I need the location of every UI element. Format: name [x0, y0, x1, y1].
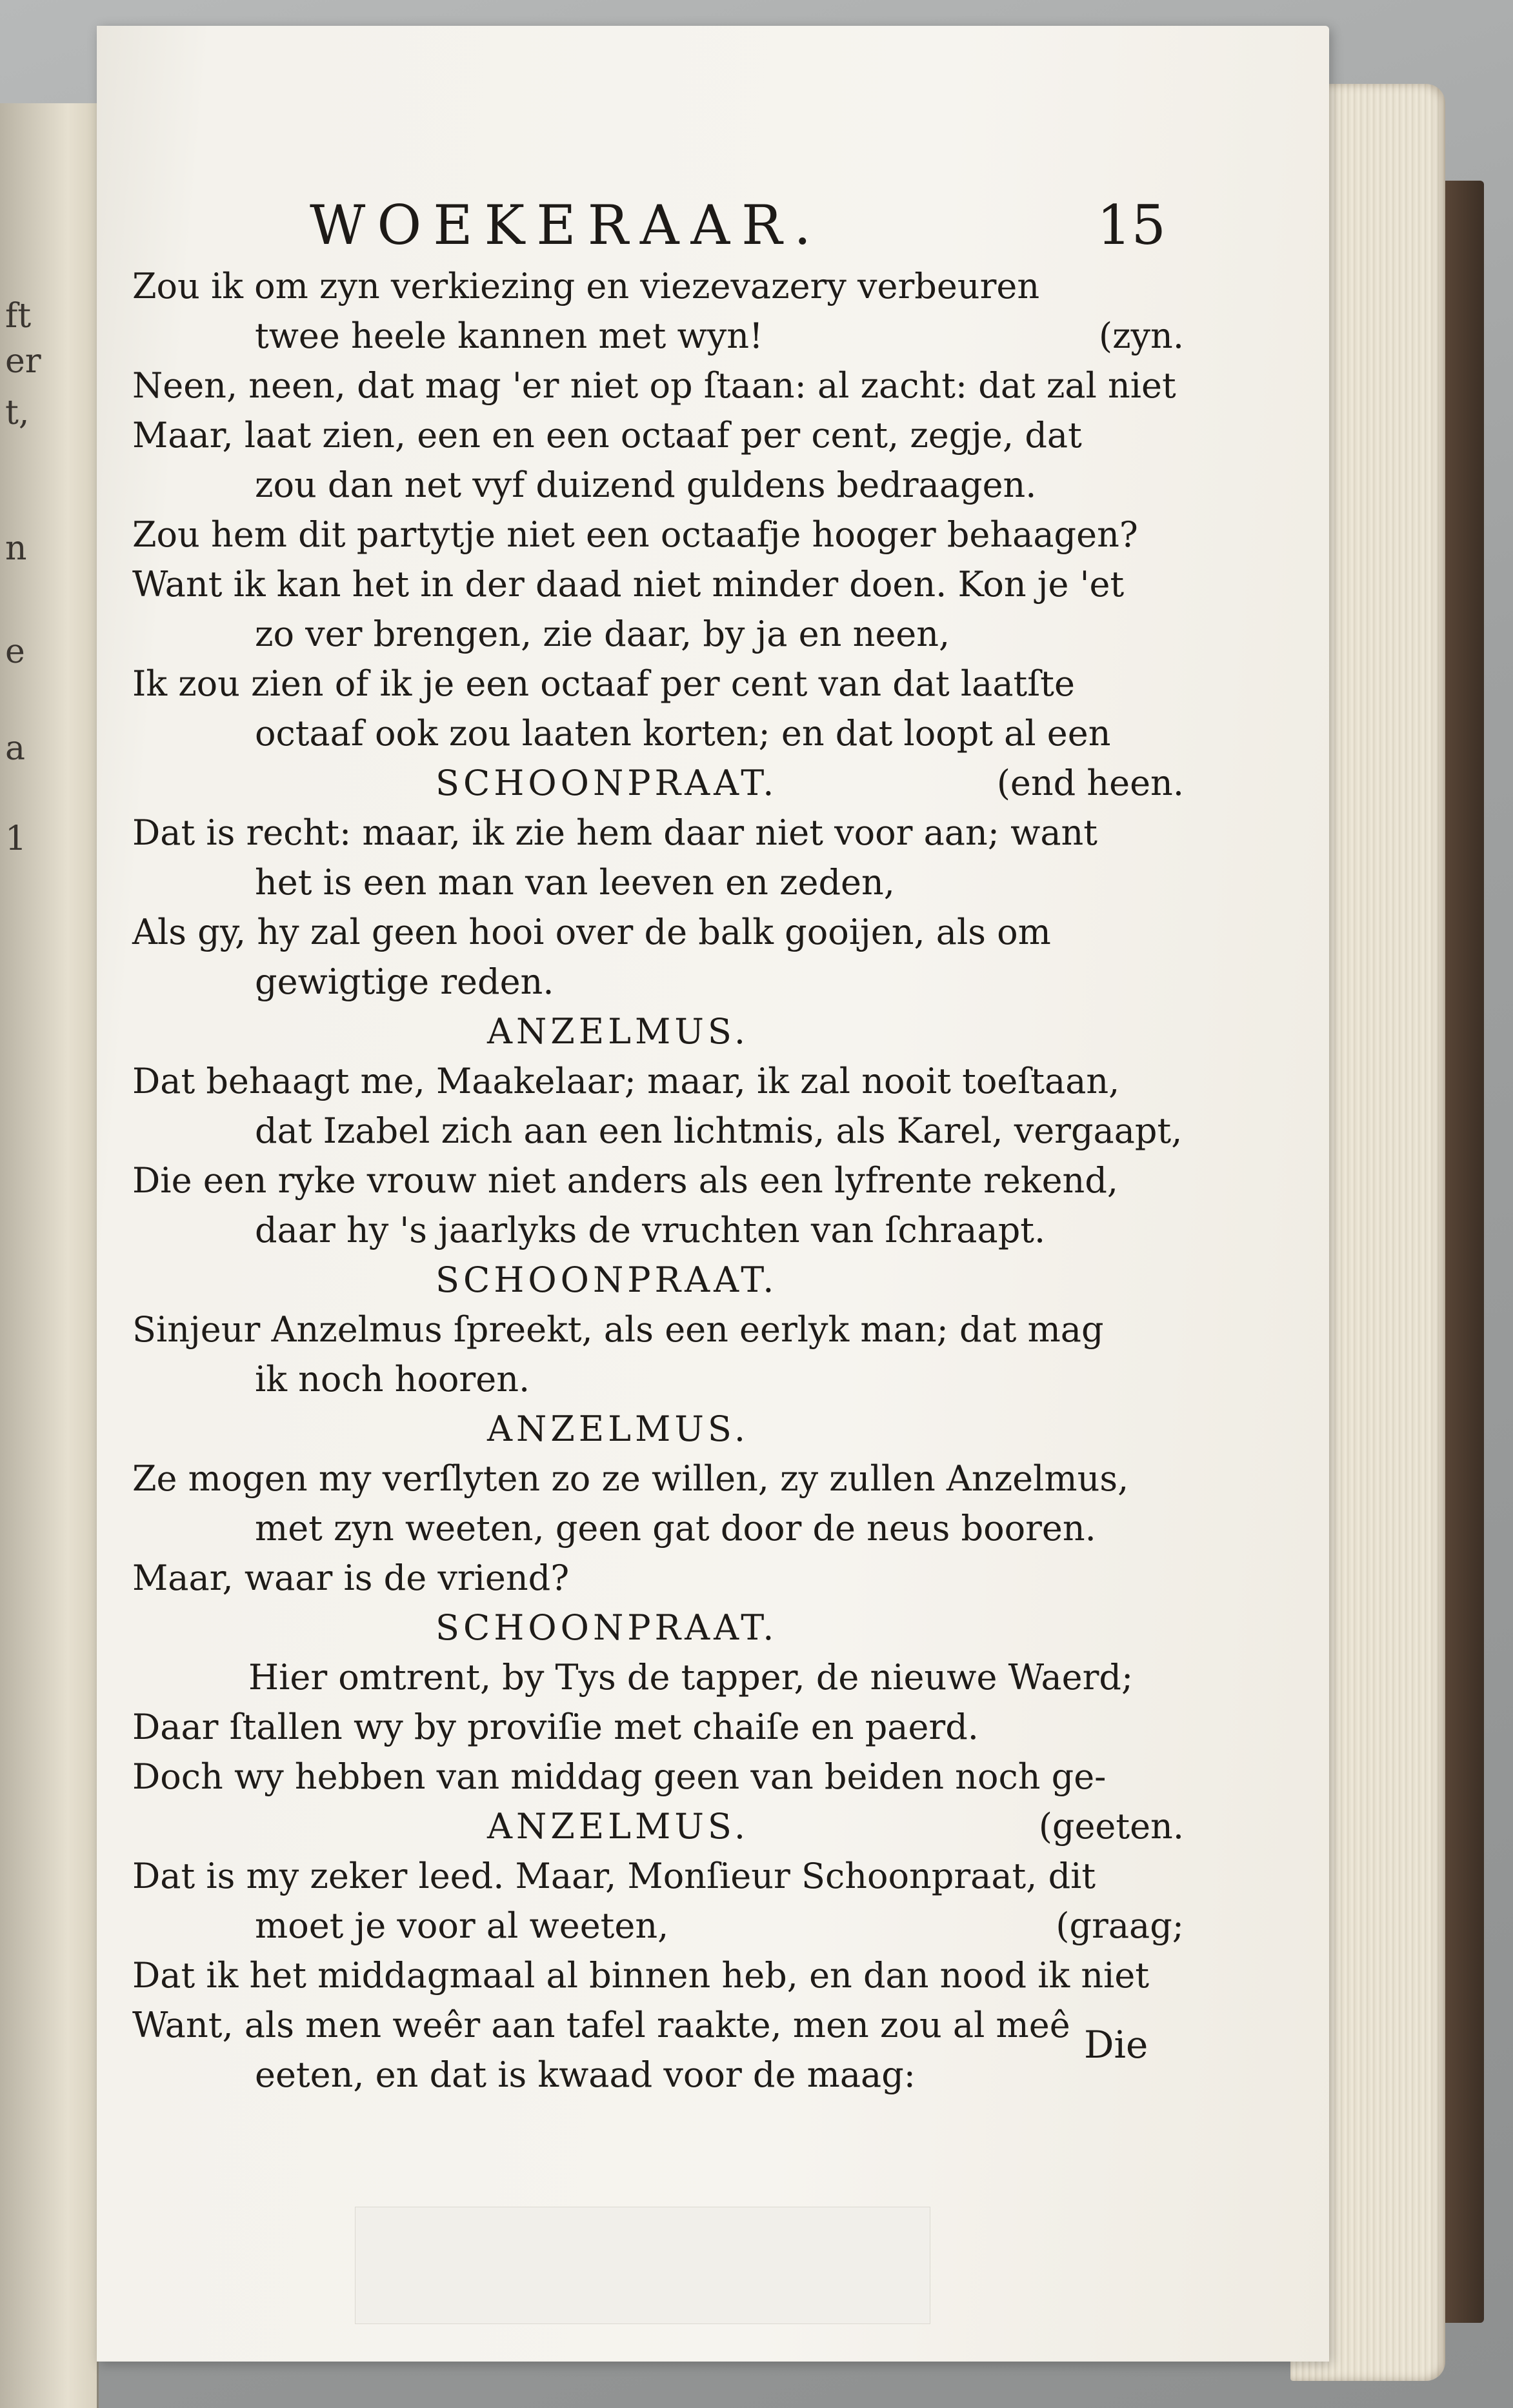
text-line — [126, 1752, 1184, 1801]
line-text: octaaf ook zou laaten korten; en dat loopt al een — [255, 713, 1111, 754]
line-text: Neen, neen, dat mag 'er niet op ſtaan: al zacht: dat zal niet — [132, 365, 1176, 406]
text-line — [126, 1652, 1184, 1702]
line-text: met zyn weeten, geen gat door de neus booren. — [255, 1508, 1096, 1549]
text-line — [126, 1951, 1184, 2000]
text-line — [126, 2000, 1184, 2050]
line-text: Zou hem dit partytje niet een octaafje hooger behaagen? — [132, 514, 1138, 555]
text-line — [126, 858, 1184, 907]
left-fragment: ft — [5, 297, 32, 336]
speaker-line — [126, 1255, 1184, 1305]
speaker-line — [126, 1603, 1184, 1652]
running-title: WOEKERAAR. — [310, 194, 823, 257]
speaker-name: ANZELMUS. — [487, 1011, 750, 1052]
text-line — [126, 1106, 1184, 1156]
left-fragment: er — [5, 342, 41, 381]
text-line — [126, 609, 1184, 659]
line-text: het is een man van leeven en zeden, — [255, 862, 895, 903]
line-text: Doch wy hebben van middag geen van beiden noch ge- — [132, 1756, 1107, 1797]
text-line — [126, 1056, 1184, 1106]
turnover-word: (geeten. — [1038, 1806, 1184, 1847]
line-text: ik noch hooren. — [255, 1359, 530, 1400]
blank-label-patch — [355, 2207, 930, 2324]
text-line — [126, 907, 1184, 957]
line-text: Maar, waar is de vriend? — [132, 1558, 570, 1598]
text-line — [126, 510, 1184, 559]
text-line — [126, 361, 1184, 410]
line-text: Dat is my zeker leed. Maar, Monſieur Schoonpraat, dit — [132, 1856, 1096, 1896]
line-text: eeten, en dat is kwaad voor de maag: — [255, 2054, 916, 2095]
line-text: dat Izabel zich aan een lichtmis, als Karel, vergaapt, — [255, 1110, 1183, 1151]
text-block — [126, 261, 1184, 2100]
left-fragment: e — [5, 632, 25, 671]
text-line — [126, 659, 1184, 708]
speaker-name: ANZELMUS. — [487, 1806, 750, 1847]
left-fragment: a — [5, 729, 26, 768]
left-page-edge — [0, 103, 99, 2408]
text-line — [126, 1156, 1184, 1205]
speaker-name: ANZELMUS. — [487, 1409, 750, 1449]
line-text: gewigtige reden. — [255, 961, 554, 1002]
turnover-word: (graag; — [1056, 1905, 1184, 1946]
text-line — [126, 708, 1184, 758]
text-line — [126, 1354, 1184, 1404]
line-text: Zou ik om zyn verkiezing en viezevazery verbeuren — [132, 266, 1040, 306]
line-text: Maar, laat zien, een en een octaaf per cent, zegje, dat — [132, 415, 1082, 456]
text-line — [126, 1503, 1184, 1553]
text-line — [126, 410, 1184, 460]
line-text: Want, als men weêr aan tafel raakte, men zou al meê — [132, 2005, 1070, 2045]
text-line — [126, 1454, 1184, 1503]
speaker-line — [126, 1801, 1184, 1851]
text-line — [126, 1851, 1184, 1901]
line-text: Dat behaagt me, Maakelaar; maar, ik zal nooit toeſtaan, — [132, 1061, 1120, 1101]
left-fragment: 1 — [5, 819, 27, 858]
catchword: Die — [1084, 2023, 1148, 2067]
line-text: Ik zou zien of ik je een octaaf per cent van dat laatſte — [132, 663, 1075, 704]
speaker-line — [126, 758, 1184, 808]
text-line — [126, 460, 1184, 510]
turnover-word: (zyn. — [1099, 316, 1184, 356]
line-text: zo ver brengen, zie daar, by ja en neen, — [255, 614, 950, 654]
text-line — [126, 957, 1184, 1007]
line-text: Daar ſtallen wy by proviſie met chaiſe en paerd. — [132, 1707, 979, 1747]
line-text: daar hy 's jaarlyks de vruchten van ſchraapt. — [255, 1210, 1046, 1250]
text-line — [126, 311, 1184, 361]
speaker-name: SCHOONPRAAT. — [436, 1607, 778, 1648]
page-number: 15 — [1097, 194, 1166, 257]
text-line — [126, 2050, 1184, 2100]
speaker-name: SCHOONPRAAT. — [436, 763, 778, 803]
text-line — [126, 808, 1184, 858]
text-line — [126, 1901, 1184, 1951]
line-text: Dat ik het middagmaal al binnen heb, en dan nood ik niet — [132, 1955, 1150, 1996]
line-text: Hier omtrent, by Tys de tapper, de nieuwe Waerd; — [248, 1657, 1134, 1698]
left-fragment: n — [5, 529, 27, 568]
line-text: Ze mogen my verſlyten zo ze willen, zy zullen Anzelmus, — [132, 1458, 1129, 1499]
line-text: moet je voor al weeten, — [255, 1905, 669, 1946]
text-line — [126, 1305, 1184, 1354]
text-line — [126, 1702, 1184, 1752]
text-line — [126, 261, 1184, 311]
turnover-word: (end heen. — [996, 763, 1184, 803]
line-text: Die een ryke vrouw niet anders als een lyfrente rekend, — [132, 1160, 1119, 1201]
line-text: Sinjeur Anzelmus ſpreekt, als een eerlyk man; dat mag — [132, 1309, 1104, 1350]
text-line — [126, 559, 1184, 609]
line-text: twee heele kannen met wyn! — [255, 316, 763, 356]
text-line — [126, 1205, 1184, 1255]
line-text: zou dan net vyf duizend guldens bedraagen. — [255, 465, 1037, 505]
speaker-line — [126, 1007, 1184, 1056]
text-line — [126, 1553, 1184, 1603]
line-text: Dat is recht: maar, ik zie hem daar niet voor aan; want — [132, 812, 1097, 853]
speaker-name: SCHOONPRAAT. — [436, 1259, 778, 1300]
speaker-line — [126, 1404, 1184, 1454]
line-text: Als gy, hy zal geen hooi over de balk gooijen, als om — [132, 912, 1051, 952]
left-fragment: t, — [5, 394, 30, 432]
line-text: Want ik kan het in der daad niet minder doen. Kon je 'et — [132, 564, 1125, 605]
